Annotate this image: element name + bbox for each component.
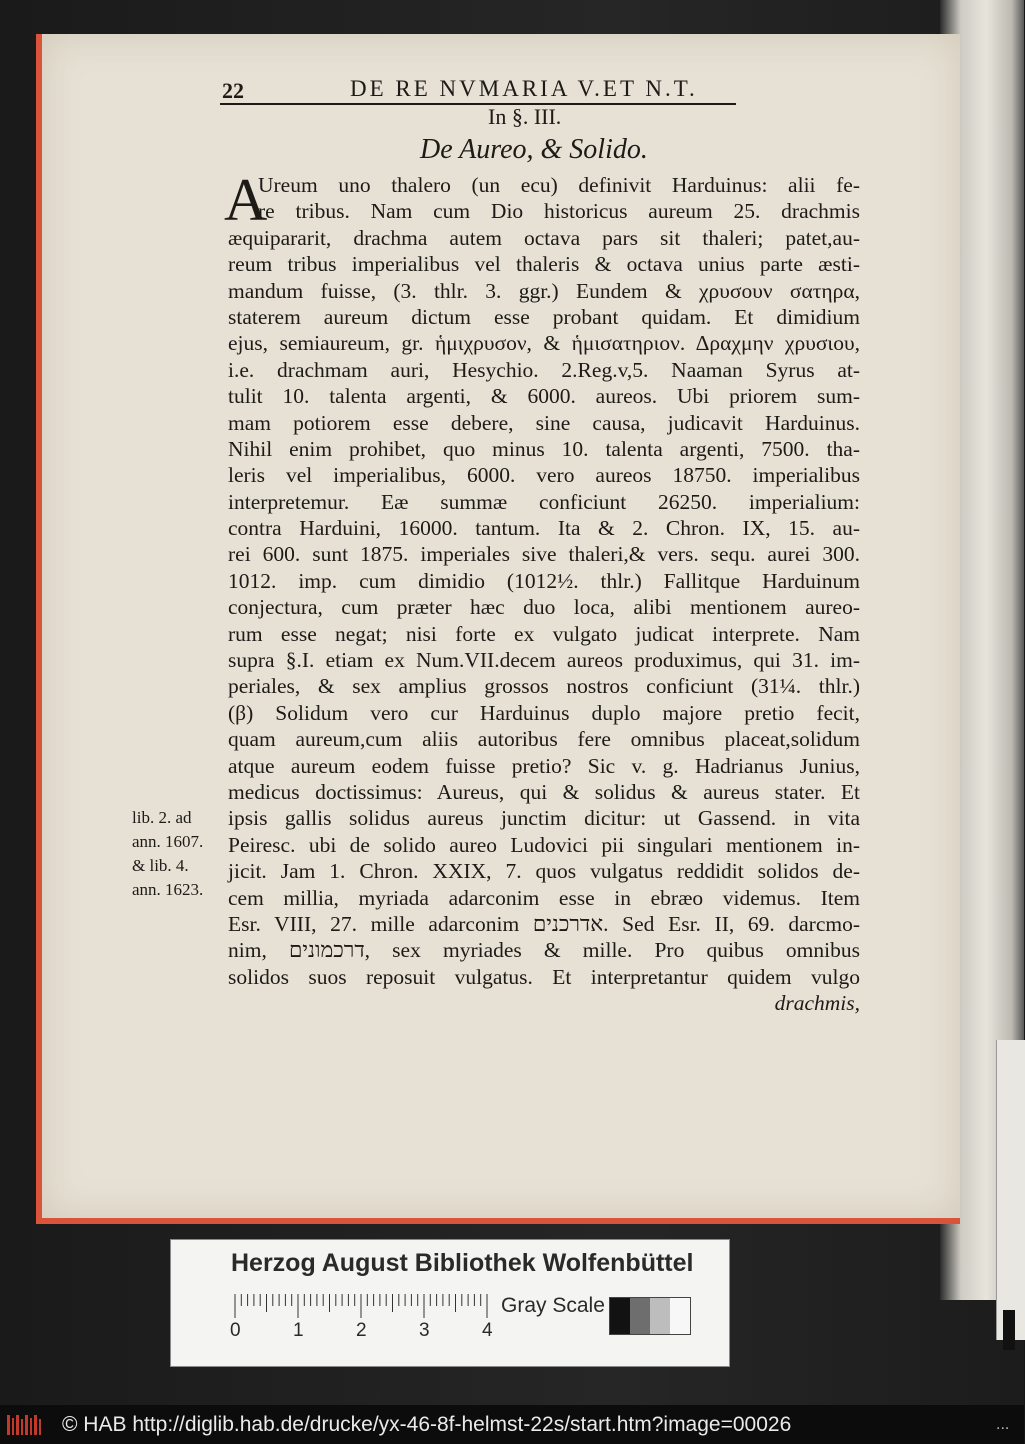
gray-scale-swatches bbox=[609, 1297, 691, 1335]
ruler-number: 3 bbox=[419, 1320, 430, 1341]
margin-note-line: & lib. 4. bbox=[132, 856, 189, 875]
ruler-number: 4 bbox=[482, 1320, 493, 1341]
ruler-scale bbox=[230, 1292, 493, 1341]
footer-bar bbox=[0, 1405, 1024, 1444]
text-line: leris vel imperialibus, 6000. vero aureos 18750. imperialibus bbox=[228, 463, 860, 488]
section-label: In §. III. bbox=[488, 104, 562, 129]
ruler-number: 2 bbox=[356, 1320, 367, 1341]
text-line: re tribus. Nam cum Dio historicus aureum 25. drachmis bbox=[258, 199, 860, 224]
text-line: contra Harduini, 16000. tantum. Ita & 2. Chron. IX, 15. au- bbox=[228, 516, 860, 541]
gray-swatch bbox=[650, 1298, 670, 1334]
text-line: nim, דרכמונים, sex myriades & mille. Pro quibus omnibus bbox=[228, 938, 861, 963]
library-color-card bbox=[170, 1239, 730, 1367]
text-line: solidos suos reposuit vulgatus. Et interpretantur quidem vulgo bbox=[228, 964, 860, 989]
adjacent-label-sliver bbox=[996, 1040, 1025, 1340]
text-line: tulit 10. talenta argenti, & 6000. aureos. Ubi priorem sum- bbox=[228, 384, 860, 409]
catchword: drachmis, bbox=[774, 991, 860, 1016]
text-line: rum esse negat; nisi forte ex vulgato judicat interprete. Nam bbox=[228, 621, 860, 646]
running-title: DE RE NVMARIA V.ET N.T. bbox=[350, 76, 698, 101]
gray-swatch bbox=[670, 1298, 690, 1334]
drop-cap: A bbox=[224, 167, 268, 233]
page-heading: De Aureo, & Solido. bbox=[420, 134, 648, 165]
text-line: Ureum uno thalero (un ecu) definivit Harduinus: alii fe- bbox=[258, 173, 860, 197]
text-line: Esr. VIII, 27. mille adarconim אדרכנים. Sed Esr. II, 69. darcmo- bbox=[228, 911, 861, 936]
ruler-number: 0 bbox=[230, 1320, 241, 1341]
text-line: reum tribus imperialibus vel thaleris & octava unius parte æsti- bbox=[228, 252, 860, 277]
ruler-number: 1 bbox=[293, 1320, 304, 1341]
text-line: Peiresc. ubi de solido aureo Ludovici pii singulari mentionem in- bbox=[228, 832, 860, 857]
page-number: 22 bbox=[222, 78, 244, 103]
gray-swatch bbox=[610, 1298, 630, 1334]
text-line: i.e. drachmam auri, Hesychio. 2.Reg.v,5. Naaman Syrus at- bbox=[228, 357, 860, 382]
margin-note bbox=[132, 806, 203, 902]
footer-copyright-url[interactable]: © HAB http://diglib.hab.de/drucke/yx-46-8f-helmst-22s/start.htm?image=00026 bbox=[62, 1413, 792, 1436]
barcode-logo-icon bbox=[6, 1413, 46, 1437]
margin-note-line: ann. 1607. bbox=[132, 832, 204, 851]
text-line: conjectura, cum præter hæc duo loca, alibi mentionem aureo- bbox=[228, 595, 860, 620]
text-line: rei 600. sunt 1875. imperiales sive thaleri,& vers. sequ. aurei 300. bbox=[228, 542, 860, 567]
header-rule bbox=[220, 103, 736, 105]
text-line: quam aureum,cum aliis autoribus fere omnibus placeat,solidum bbox=[228, 727, 860, 752]
text-line: jicit. Jam 1. Chron. XXIX, 7. quos vulgatus reddidit solidos de- bbox=[228, 859, 860, 884]
text-line: supra §.I. etiam ex Num.VII.decem aureos produximus, qui 31. im- bbox=[228, 648, 860, 673]
text-line: mandum fuisse, (3. thlr. 3. ggr.) Eundem & χρυσουν σατηρα, bbox=[228, 278, 860, 303]
text-line: æquipararit, drachma autem octava pars sit thaleri; patet,au- bbox=[228, 225, 860, 250]
card-title: Herzog August Bibliothek Wolfenbüttel bbox=[231, 1249, 694, 1277]
text-line: ipsis gallis solidus aureus junctim dicitur: ut Gassend. in vita bbox=[228, 806, 860, 831]
gray-swatch bbox=[630, 1298, 650, 1334]
text-line: (β) Solidum vero cur Harduinus duplo majore pretio fecit, bbox=[228, 700, 860, 725]
text-line: medicus doctissimus: Aureus, qui & solidus & aureus stater. Et bbox=[228, 779, 860, 804]
text-line: 1012. imp. cum dimidio (1012½. thlr.) Fallitque Harduinum bbox=[228, 568, 860, 593]
gray-scale-label: Gray Scale bbox=[501, 1294, 605, 1317]
text-line: staterem aureum dictum esse probant quidam. Et dimidium bbox=[228, 304, 860, 329]
body-text bbox=[224, 167, 861, 1017]
footer-more-icon[interactable]: ... bbox=[996, 1416, 1010, 1433]
text-line: interpretemur. Eæ summæ conficiunt 26250. imperialium: bbox=[228, 489, 860, 514]
margin-note-line: ann. 1623. bbox=[132, 880, 204, 899]
text-line: Nihil enim prohibet, quo minus 10. talenta argenti, 7500. tha- bbox=[228, 436, 860, 461]
margin-note-line: lib. 2. ad bbox=[132, 808, 192, 827]
text-line: ejus, semiaureum, gr. ἡμιχρυσον, & ἡμισατηριον. Δραχμην χρυσιου, bbox=[228, 331, 860, 356]
text-line: atque aureum eodem fuisse pretio? Sic v. g. Hadrianus Junius, bbox=[228, 753, 860, 778]
text-line: mam potiorem esse debere, sine causa, judicavit Harduinus. bbox=[228, 410, 860, 435]
text-line: periales, & sex amplius grossos nostros conficiunt (31¼. thlr.) bbox=[228, 674, 860, 699]
text-line: cem millia, myriada adarconim esse in ebræo videmus. Item bbox=[228, 885, 860, 910]
